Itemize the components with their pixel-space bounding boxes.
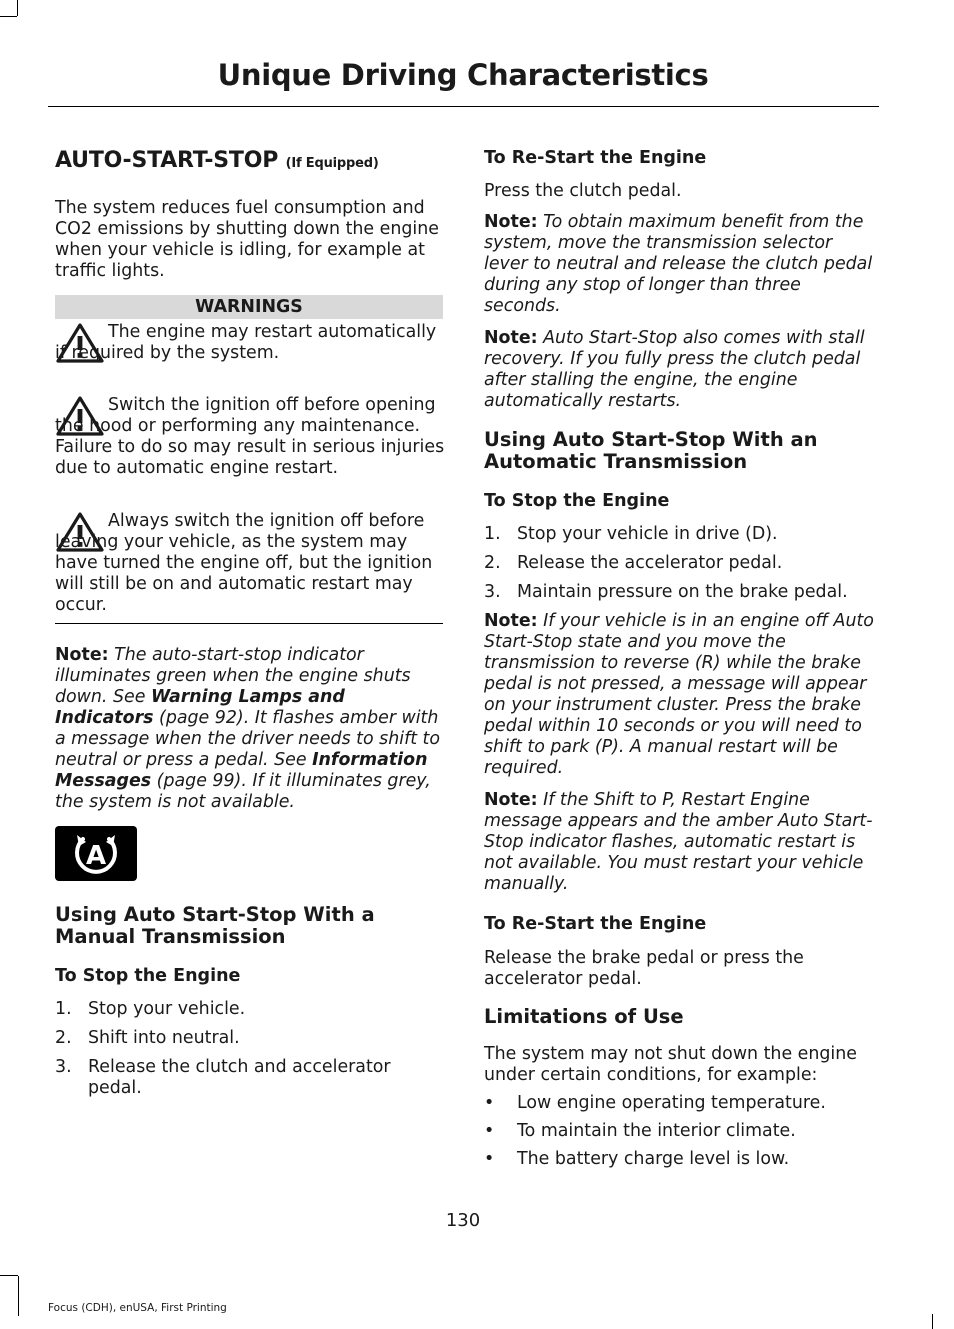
intro-paragraph: The system reduces fuel consumption and CO2 emissions by shutting down the engine when your vehicle is idling, for example at traffic lights. xyxy=(55,198,439,281)
bullet-glyph: • xyxy=(484,1093,495,1113)
note-text: (page 99). If it illuminates grey, the system is not available. xyxy=(55,771,431,812)
list-text: Release the clutch and accelerator pedal. xyxy=(88,1057,391,1098)
print-footer: Focus (CDH), enUSA, First Printing xyxy=(48,1302,227,1314)
note-paragraph xyxy=(484,790,876,895)
note-paragraph xyxy=(484,611,876,779)
note-text: To obtain maximum benefit from the system, move the transmission selector lever to neutral and release the clutch pedal during any stop of longer than three seconds. xyxy=(484,212,873,316)
warning-text xyxy=(55,395,445,479)
note-label: Note: xyxy=(484,328,538,348)
restart-engine-heading: To Re-Start the Engine xyxy=(484,914,707,934)
auto-start-stop-icon xyxy=(55,826,137,881)
list-text: Stop your vehicle in drive (D). xyxy=(517,524,778,544)
warning-text-content: Always switch the ignition off before leaving your vehicle, as the system may have turned the engine off, but the ignition will still be on and automatic restart may occur. xyxy=(55,511,433,615)
section-heading xyxy=(55,148,379,177)
list-text: Maintain pressure on the brake pedal. xyxy=(517,582,848,602)
warnings-divider xyxy=(55,623,443,624)
crop-mark xyxy=(932,1314,933,1329)
list-text: Shift into neutral. xyxy=(88,1028,240,1048)
list-number: 1. xyxy=(55,999,72,1019)
stop-engine-heading: To Stop the Engine xyxy=(484,491,670,511)
list-number: 3. xyxy=(484,582,501,602)
warnings-bar: WARNINGS xyxy=(55,295,443,319)
note-text: The auto-start-stop indicator illuminates green when the engine shuts down. See xyxy=(55,645,411,707)
title-rule xyxy=(48,106,879,107)
note-text: If the Shift to P, Restart Engine message appears and the amber Auto Start-Stop indicator flashes, automatic restart is not available. You must restart your vehicle manually. xyxy=(484,790,873,894)
restart-paragraph: Release the brake pedal or press the accelerator pedal. xyxy=(484,948,804,989)
manual-transmission-heading: Using Auto Start-Stop With a Manual Transmission xyxy=(55,903,375,948)
note-paragraph xyxy=(484,328,876,412)
bullet-glyph: • xyxy=(484,1149,495,1169)
list-number: 1. xyxy=(484,524,501,544)
note-paragraph xyxy=(484,212,876,317)
limitations-intro: The system may not shut down the engine under certain conditions, for example: xyxy=(484,1044,857,1085)
limitations-heading: Limitations of Use xyxy=(484,1005,684,1028)
warning-text xyxy=(55,322,445,364)
page-title: Unique Driving Characteristics xyxy=(217,58,709,92)
list-text: Release the accelerator pedal. xyxy=(517,553,783,573)
note-label: Note: xyxy=(484,212,538,232)
bullet-text: Low engine operating temperature. xyxy=(517,1093,826,1113)
list-number: 3. xyxy=(55,1057,72,1077)
page-number: 130 xyxy=(445,1210,481,1231)
note-label: Note: xyxy=(484,790,538,810)
section-heading-suffix: (If Equipped) xyxy=(285,156,379,171)
crop-mark xyxy=(17,0,18,16)
crop-mark xyxy=(0,1275,18,1276)
note-text: Auto Start-Stop also comes with stall recovery. If you fully press the clutch pedal after stalling the engine, the engine automatically restarts. xyxy=(484,328,865,411)
list-number: 2. xyxy=(484,553,501,573)
warning-lamps-link[interactable]: Warning Lamps and Indicators xyxy=(55,687,345,728)
indicator-note xyxy=(55,645,445,813)
note-text: If your vehicle is in an engine off Auto Start-Stop state and you move the transmission to reverse (R) while the brake pedal is not pressed, a message will appear on your instrument cluster. Press the brake pedal within 10 seconds or you will need to shift to park (P). A manual restart will be required. xyxy=(484,611,874,778)
bullet-text: To maintain the interior climate. xyxy=(517,1121,796,1141)
crop-mark xyxy=(0,16,17,17)
information-messages-link[interactable]: Information Messages xyxy=(55,750,428,791)
automatic-transmission-heading: Using Auto Start-Stop With an Automatic Transmission xyxy=(484,428,818,473)
warning-text-content: The engine may restart automatically if required by the system. xyxy=(55,322,437,363)
svg-text:A: A xyxy=(85,841,107,871)
bullet-glyph: • xyxy=(484,1121,495,1141)
list-number: 2. xyxy=(55,1028,72,1048)
bullet-text: The battery charge level is low. xyxy=(517,1149,790,1169)
warning-text xyxy=(55,511,445,616)
note-text: (page 92). It flashes amber with a message when the driver needs to shift to neutral or press a pedal. See xyxy=(55,708,440,770)
crop-mark xyxy=(18,1276,19,1316)
restart-paragraph: Press the clutch pedal. xyxy=(484,181,682,201)
note-label: Note: xyxy=(484,611,538,631)
stop-engine-heading: To Stop the Engine xyxy=(55,966,241,986)
note-label: Note: xyxy=(55,645,109,665)
warning-text-content: Switch the ignition off before opening the hood or performing any maintenance. Failure to do so may result in serious injuries due to automatic engine restart. xyxy=(55,395,445,478)
list-text: Stop your vehicle. xyxy=(88,999,246,1019)
restart-engine-heading: To Re-Start the Engine xyxy=(484,148,707,168)
section-heading-text: AUTO-START-STOP xyxy=(55,148,279,173)
